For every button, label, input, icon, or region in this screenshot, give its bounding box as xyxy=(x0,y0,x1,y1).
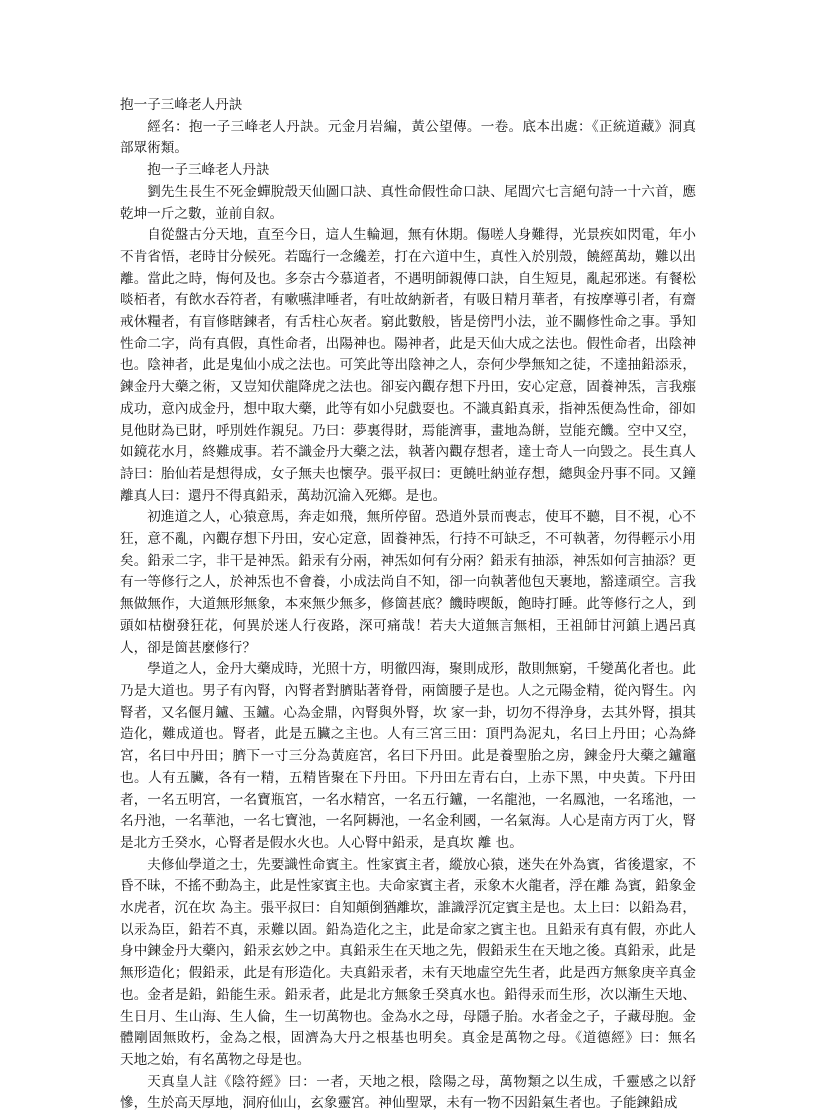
paragraph: 劉先生長生不死金蟬脫殼天仙圖口訣、真性命假性命口訣、尾閭穴七言絕句詩一十六首，應乾坤一斤之數，並前自叙。 xyxy=(120,183,696,222)
document-subtitle: 抱一子三峰老人丹訣 xyxy=(147,162,270,179)
paragraph: 夫修仙學道之士，先要識性命賓主。性家賓主者，縱放心猿，迷失在外為賓，省後還家，不昏不昧，不搖不動為主，此是性家賓主也。夫命家賓主者，汞象木火龍者，浮在離 為賓，鉛象金水虎者，沉在坎 為主。張平叔曰：自知顛倒猶離坎，誰識浮沉定賓主是也。太上曰：以鉛為君，以汞為臣，鉛若不真，汞難以固。鉛為造化之主，此是命家之賓主也。且鉛汞有真有假，亦此人身中鍊金丹大藥內，鉛汞玄妙之中。真鉛汞生在天地之先，假鉛汞生在天地之後。真鉛汞，此是無形造化；假鉛汞，此是有形造化。夫真鉛汞者，未有天地虛空先生者，此是西方無象庚辛真金也。金者是鉛，鉛能生汞。鉛汞者，此是北方無象壬癸真水也。鉛得汞而生形，次以漸生天地、生日月、生山海、生人倫，生一切萬物也。金為水之母，母隱子胎。水者金之子，子藏母胞。金體剛固無敗朽，金為之根，固濟為大丹之根基也明矣。真金是萬物之母。《道德經》曰：無名 天地之始，有名萬物之母是也。 xyxy=(120,856,724,1068)
paragraph: 初進道之人，心猿意馬，奔走如飛，無所停留。恐逍外景而喪志，使耳不聽，目不視，心不狂，意不亂，內觀存想下丹田，安心定意，固養神炁，行持不可缺乏，不可執著，勿得輕示小用矣。鉛汞二字，非干是神炁。鉛汞有分兩，神炁如何有分兩？鉛汞有抽添，神炁如何言抽添？更有一等修行之人，於神炁也不會養，小成法尚自不知，卻一向執著他包天裹地，豁達頑空。言我無做無作，大道無形無象，本來無少無多，修箇甚底？饑時喫飯，飽時打睡。此等修行之人，到頭如枯樹發狂花，何異於迷人行夜路，深可痛哉！若夫大道無言無相，王祖師甘河鎮上遇呂真人，卻是箇甚麼修行？ xyxy=(120,509,696,656)
document-meta: 經名：抱一子三峰老人丹訣。元金月岩編，黃公望傳。一卷。底本出處：《正統道藏》洞真部眾術類。 xyxy=(120,118,696,157)
paragraph: 學道之人，金丹大藥成時，光照十方，明徹四海，聚則成形，散則無窮，千變萬化者也。此乃是大道也。男子有內腎，內腎者對臍貼著脊骨，兩箇腰子是也。人之元陽金精，從內腎生。內腎者，又名偃月鑪、玉鑪。心為金鼎，內腎與外腎，坎 家一卦，切勿不得浄身，去其外腎，損其造化，難成道也。腎者，此是五臟之主也。人有三宮三田：頂門為泥丸，名曰上丹田；心為絳宮，名曰中丹田；臍下一寸三分為黃庭宮，名曰下丹田。此是養聖胎之房，鍊金丹大藥之鑪竈也。人有五臟，各有一精，五精皆聚在下丹田。下丹田左青右白，上赤下黑，中央黃。下丹田者，一名五明宮，一名寶瓶宮，一名水精宮，一名五行鑪，一名龍池，一名鳳池，一名瑤池，一名丹池，一名華池，一名七寶池，一名阿耨池，一名金利國，一名氣海。人心是南方丙丁火，腎是北方壬癸水，心腎者是假水火也。人心腎中鉛汞，是真坎 離 也。 xyxy=(120,661,696,851)
document-title: 抱一子三峰老人丹訣 xyxy=(120,97,243,113)
paragraph: 自從盤古分天地，直至今日，這人生輪迴，無有休期。傷嗟人身難得，光景疾如閃電，年小不肯省悟，老時甘分候死。若臨行一念纔差，打在六道中生，真性入於別殼，饒經萬劫，難以出離。當此之時，悔何及也。多奈古今慕道者，不遇明師親傳口訣，自生短見，亂起邪迷。有餐松啖栢者，有飲水吞符者，有嗽嚥津唾者，有吐故納新者，有吸日精月華者，有按摩導引者，有齋戒休糧者，有盲修瞎鍊者，有舌柱心灰者。窮此數般，皆是傍門小法，並不關修性命之事。爭知性命二字，尚有真假，真性命者，出陽神也。陽神者，此是天仙大成之法也。假性命者，出陰神也。陰神者，此是鬼仙小成之法也。可笑此等出陰神之人，奈何少學無知之徒，不達抽鉛添汞，鍊金丹大藥之術，又豈知伏龍降虎之法也。卻妄內觀存想下丹田，安心定意，固養神炁，言我瘬成功，意內成金丹，想中取大藥，此等有如小兒戲耍也。不識真鉛真汞，指神炁便為性命，卻如見他財為已財，呼別姓作親兒。乃曰：夢裏得財，焉能濟事，畫地為餅，豈能充饑。空中又空，如鏡花水月，終難成事。若不識金丹大藥之法，執著內觀存想者，達士奇人一向毀之。長生真人詩曰：胎仙若是想得成，女子無夫也懷孕。張平叔曰：更饒吐納並存想，總與金丹事不同。又鐘離真人曰：還丹不得真鉛汞，萬劫沉淪入死鄉。是也。 xyxy=(120,227,696,504)
paragraph: 天真皇人註《陰符經》曰：一者，天地之根，陰陽之母，萬物類之以生成，千靈感之以舒慘，生於高天厚地，洞府仙山，玄象靈宮。神仙聖眾，未有一物不因鉛氣生者也。子能鍊鉛成 xyxy=(120,1073,696,1112)
document-page xyxy=(120,95,724,1115)
